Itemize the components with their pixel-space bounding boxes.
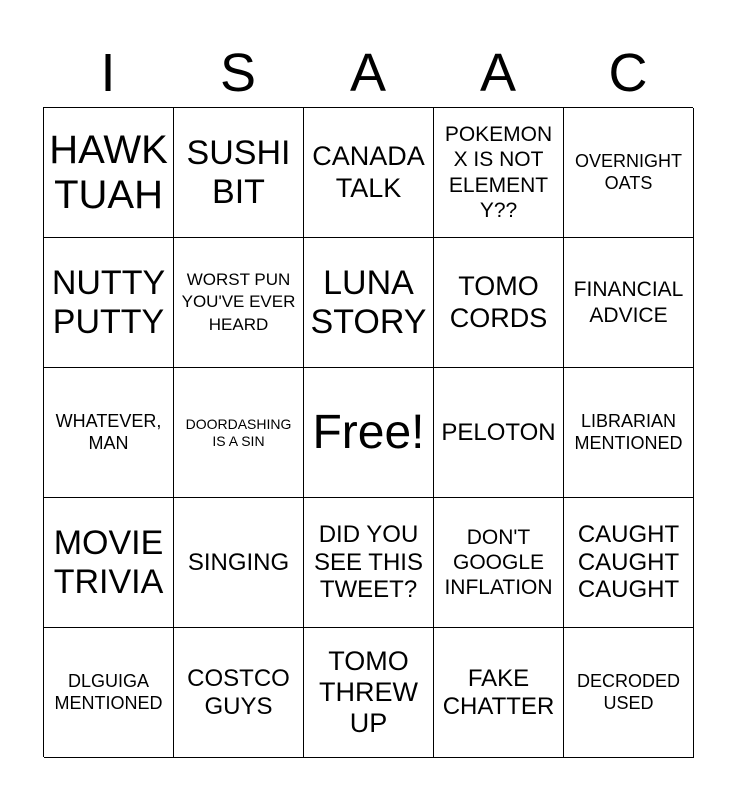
cell-text: DLGUIGA MENTIONED [54, 670, 163, 713]
bingo-cell[interactable] [44, 368, 174, 498]
cell-text: DID YOU SEE THIS TWEET? [314, 521, 423, 604]
cell-text: DECRODED USED [576, 670, 680, 713]
bingo-cell[interactable] [304, 108, 434, 238]
bingo-cell[interactable] [304, 628, 434, 758]
cell-text: DOORDASHING IS A SIN [185, 415, 292, 449]
cell-text: SUSHI BIT [186, 134, 291, 211]
cell-text: WHATEVER, MAN [55, 410, 162, 453]
cell-text: FINANCIAL ADVICE [573, 278, 684, 327]
bingo-cell[interactable] [434, 238, 564, 368]
cell-text: CAUGHT CAUGHT CAUGHT [577, 521, 680, 604]
bingo-cell[interactable] [434, 368, 564, 498]
cell-text: DON'T GOOGLE INFLATION [444, 525, 553, 600]
cell-text: FAKE CHATTER [442, 664, 555, 720]
bingo-cell[interactable] [44, 238, 174, 368]
cell-text: COSTCO GUYS [187, 664, 290, 720]
bingo-cell[interactable] [174, 238, 304, 368]
cell-text: LUNA STORY [310, 264, 427, 341]
bingo-cell[interactable] [434, 628, 564, 758]
free-space-cell[interactable] [304, 368, 434, 498]
header-letter-5: C [608, 43, 648, 103]
bingo-cell[interactable] [564, 628, 694, 758]
bingo-cell[interactable] [44, 628, 174, 758]
cell-text: HAWK TUAH [49, 127, 168, 217]
header-letter-1: I [100, 43, 116, 103]
cell-text: PELOTON [441, 418, 556, 446]
cell-text: TOMO THREW UP [319, 645, 418, 739]
bingo-cell[interactable] [44, 498, 174, 628]
bingo-cell[interactable] [564, 368, 694, 498]
cell-text: CANADA TALK [312, 141, 425, 203]
bingo-cell[interactable] [44, 108, 174, 238]
free-space-text: Free! [312, 405, 425, 459]
bingo-cell[interactable] [174, 368, 304, 498]
bingo-cell[interactable] [174, 628, 304, 758]
bingo-cell[interactable] [564, 108, 694, 238]
cell-text: OVERNIGHT OATS [574, 150, 682, 193]
cell-text: SINGING [187, 548, 290, 576]
cell-text: POKEMON X IS NOT ELEMENT Y?? [444, 123, 553, 222]
cell-text: MOVIE TRIVIA [53, 524, 164, 601]
bingo-cell[interactable] [304, 238, 434, 368]
bingo-header [43, 38, 693, 108]
header-letter-4: A [479, 43, 517, 103]
bingo-cell[interactable] [174, 108, 304, 238]
bingo-cell[interactable] [564, 498, 694, 628]
cell-text: TOMO CORDS [449, 271, 548, 333]
bingo-cell[interactable] [174, 498, 304, 628]
bingo-cell[interactable] [434, 108, 564, 238]
header-letter-3: A [349, 43, 387, 103]
cell-text: NUTTY PUTTY [51, 264, 166, 341]
bingo-grid [43, 107, 693, 757]
bingo-cell[interactable] [304, 498, 434, 628]
bingo-cell[interactable] [434, 498, 564, 628]
cell-text: LIBRARIAN MENTIONED [574, 410, 683, 453]
cell-text: WORST PUN YOU'VE EVER HEARD [181, 270, 296, 334]
header-letter-2: S [219, 43, 257, 103]
bingo-cell[interactable] [564, 238, 694, 368]
